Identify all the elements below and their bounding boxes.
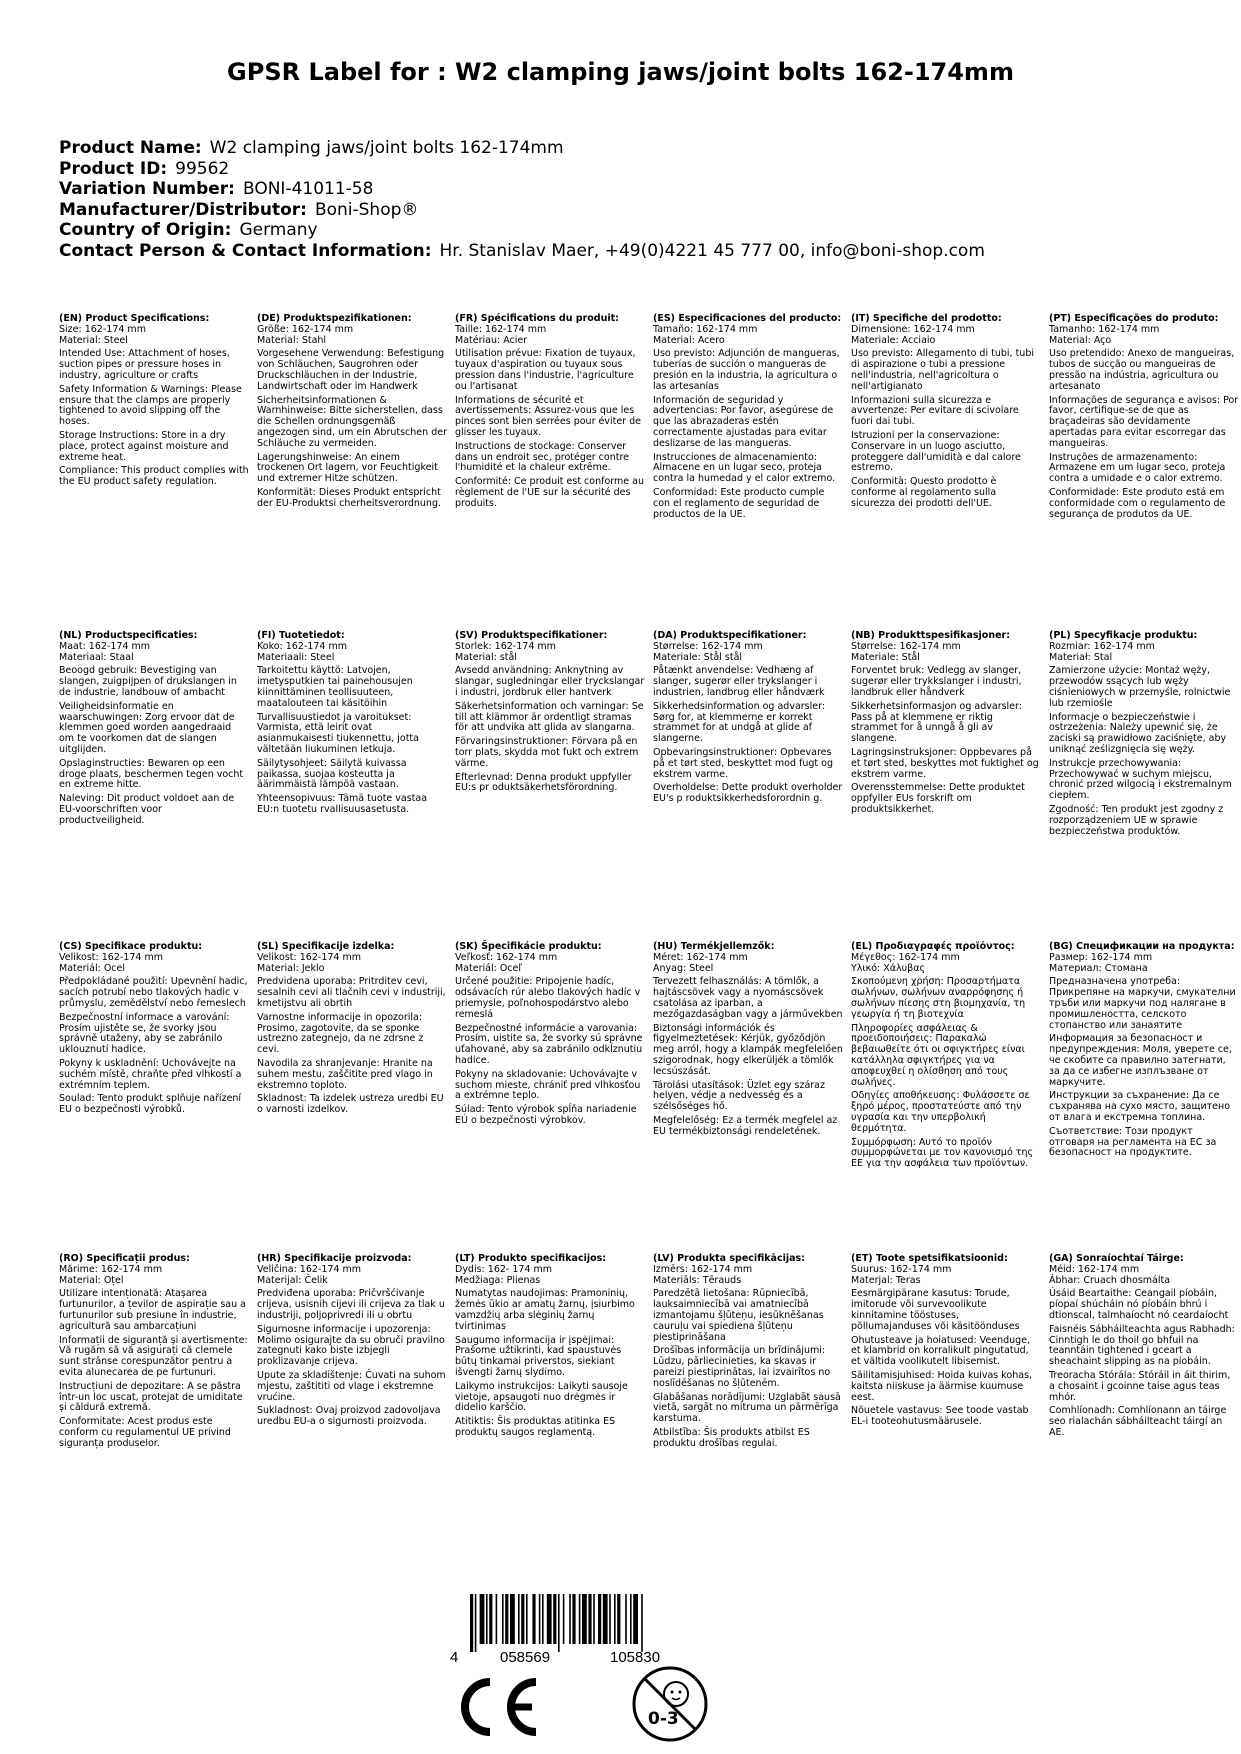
spec-paragraph: Efterlevnad: Denna produkt uppfyller EU:s pr oduktsäkerhetsförordning. <box>455 771 632 794</box>
spec-paragraph: Utilizare intenționată: Atașarea furtunurilor, a țevilor de aspirație sau a furtunurilor sub presiune în industrie, agricultură sau ambarcațiuni <box>59 1288 246 1332</box>
spec-paragraph: Utilisation prévue: Fixation de tuyaux, tuyaux d'aspiration ou tuyaux sous pression dans l'industrie, l'agriculture ou l'artisanat <box>455 348 636 392</box>
spec-size: Mărime: 162-174 mm <box>59 1263 163 1275</box>
spec-paragraph: Materiale: Stål <box>851 651 920 663</box>
spec-block-title: (FI) Tuotetiedot: <box>257 630 345 641</box>
spec-paragraph: Megfelelőség: Ez a termék megfelel az EU termékbiztonsági rendeletének. <box>653 1114 838 1137</box>
spec-block-title: (GA) Sonraíochtaí Táirge: <box>1049 1253 1184 1264</box>
spec-block <box>653 631 843 808</box>
spec-paragraph: Säkerhetsinformation och varningar: Se till att klämmor är ordentligt stramas för att undvika att glida av slangarna. <box>455 700 644 734</box>
spec-block-title: (NL) Productspecificaties: <box>59 630 198 641</box>
spec-block-title: (LT) Produkto specifikacijos: <box>455 1253 607 1264</box>
spec-paragraph: Σκοπούμενη χρήση: Προσαρτήματα σωλήνων, σωλήνων αναρρόφησης ή σωλήνων πίεσης στη βιομηχανία, τη γεωργία ή τη βιοτεχνία <box>851 976 1026 1020</box>
spec-paragraph: Säilytysohjeet: Säilytä kuivassa paikassa, suojaa kosteutta ja äärimmäistä lämpöä vastaan. <box>257 757 407 791</box>
info-contact: Contact Person & Contact Information: Hr. Stanislav Maer, +49(0)4221 45 777 00, info@boni-shop.com <box>59 240 985 261</box>
spec-paragraph: Eesmärgipärane kasutus: Torude, imitorude või survevoolikute kinnitamine tööstuses, põllumajanduses või käsitöönduses <box>851 1288 1020 1332</box>
spec-size: Izmērs: 162-174 mm <box>653 1263 753 1275</box>
spec-paragraph: Material: Aço <box>1049 334 1112 346</box>
spec-paragraph: Material: Jeklo <box>257 962 325 974</box>
spec-size: Méid: 162-174 mm <box>1049 1263 1140 1275</box>
spec-paragraph: Säilitamisjuhised: Hoida kuivas kohas, kaitsta niiskuse ja äärmise kuumuse eest. <box>851 1369 1033 1403</box>
spec-paragraph: Conformité: Ce produit est conforme au règlement de l'UE sur la sécurité des produits. <box>455 476 644 509</box>
spec-paragraph: Pokyny k uskladnění: Uchovávejte na suchém místě, chraňte před vlhkostí a extrémním teplem. <box>59 1057 242 1091</box>
spec-paragraph: Materjal: Teras <box>851 1274 921 1286</box>
spec-paragraph: Tárolási utasítások: Üzlet egy száraz helyen, védje a nedvesség és a szélsőséges hő. <box>653 1079 825 1113</box>
product-info <box>59 138 1199 261</box>
spec-paragraph: Информация за безопасност и предупреждения: Моля, уверете се, че скобите са правилно затегнати, за да се избегне изплъзване от маркучите. <box>1049 1033 1232 1088</box>
spec-paragraph: Lagerungshinweise: An einem trockenen Ort lagern, vor Feuchtigkeit und extremer Hitze schützen. <box>257 451 438 485</box>
spec-block-title: (DA) Produktspecifikationer: <box>653 630 807 641</box>
spec-paragraph: Conformidad: Este producto cumple con el reglamento de seguridad de productos de la UE. <box>653 486 825 520</box>
info-product-name: Product Name: W2 clamping jaws/joint bolts 162-174mm <box>59 138 564 158</box>
spec-paragraph: Nõuetele vastavus: See toode vastab EL-i tooteohutusmäärusele. <box>851 1405 1029 1428</box>
spec-paragraph: Предназначена употреба: Прикрепяне на маркучи, смукателни тръби или маркучи под налягане в промишлеността, селското стопанство или занаятите <box>1049 976 1236 1031</box>
spec-paragraph: Zamierzone użycie: Montaż węży, przewodów ssących lub węży ciśnieniowych w przemyśle, rolnictwie lub rzemiośle <box>1049 665 1231 709</box>
spec-paragraph: Materijal: Čelik <box>257 1274 328 1286</box>
spec-size: Suurus: 162-174 mm <box>851 1263 952 1275</box>
spec-paragraph: Pokyny na skladovanie: Uchovávajte v suchom mieste, chrániť pred vlhkosťou a extrémne teplo. <box>455 1068 641 1102</box>
spec-paragraph: Ohutusteave ja hoiatused: Veenduge, et klambrid on korralikult pingutatud, et vältida voolikutelt libisemist. <box>851 1334 1031 1368</box>
spec-paragraph: Informații de siguranță și avertismente: Vă rugăm să vă asigurați că clemele sunt strânse corespunzător pentru a evita alunecarea de pe furtunuri. <box>59 1334 248 1378</box>
spec-size: Méret: 162-174 mm <box>653 951 748 963</box>
spec-block <box>455 1254 645 1442</box>
spec-paragraph: Conformidade: Este produto está em conformidade com o regulamento de segurança de produtos da UE. <box>1049 486 1226 520</box>
spec-block-title: (DE) Produktspezifikationen: <box>257 313 412 324</box>
spec-paragraph: Tervezett felhasználás: A tömlők, a hajtáscsövek vagy a nyomáscsövek csatolása az iparban, a mezőgazdaságban vagy a járművekben <box>653 976 843 1020</box>
spec-paragraph: Konformität: Dieses Produkt entspricht der EU-Produktsi cherheitsverordnung. <box>257 486 442 509</box>
spec-paragraph: Treoracha Stórála: Stóráil in áit thirim, a chosaint i gcoinne taise agus teas mhór. <box>1049 1369 1231 1403</box>
barcode-group-1: 058569 <box>500 1649 551 1665</box>
spec-paragraph: Materiál: Oceľ <box>455 962 522 974</box>
spec-size: Tamaño: 162-174 mm <box>653 323 758 335</box>
info-variation-number: Variation Number: BONI-41011-58 <box>59 179 374 199</box>
ce-mark-icon <box>452 1676 540 1738</box>
spec-paragraph: Material: Oțel <box>59 1274 124 1286</box>
spec-size: Maat: 162-174 mm <box>59 640 151 652</box>
barcode-group-2: 105830 <box>610 1649 661 1665</box>
spec-paragraph: Upute za skladištenje: Čuvati na suhom mjestu, zaštititi od vlage i ekstremne vrućine. <box>257 1369 446 1403</box>
spec-block <box>653 942 843 1141</box>
spec-paragraph: Soulad: Tento produkt splňuje nařízení EU o bezpečnosti výrobků. <box>59 1093 242 1116</box>
spec-block-title: (CS) Specifikace produktu: <box>59 941 203 952</box>
spec-block-title: (EN) Product Specifications: <box>59 313 210 324</box>
spec-size: Dimensione: 162-174 mm <box>851 323 975 335</box>
spec-size: Velikost: 162-174 mm <box>257 951 361 963</box>
spec-size: Koko: 162-174 mm <box>257 640 347 652</box>
info-manufacturer: Manufacturer/Distributor: Boni-Shop® <box>59 199 419 220</box>
spec-paragraph: Skladnost: Ta izdelek ustreza uredbi EU o varnosti izdelkov. <box>257 1093 444 1116</box>
spec-paragraph: Storage Instructions: Store in a dry place, protect against moisture and extreme heat. <box>59 429 229 463</box>
spec-block <box>455 942 645 1130</box>
spec-block <box>455 631 645 797</box>
spec-paragraph: Instructions de stockage: Conserver dans un endroit sec, protéger contre l'humidité et la chaleur extrême. <box>455 440 629 474</box>
spec-paragraph: Opbevaringsinstruktioner: Opbevares på et tørt sted, beskyttet mod fugt og ekstrem varme. <box>653 746 833 780</box>
spec-paragraph: Conformitate: Acest produs este conform cu regulamentul UE privind siguranța produselor. <box>59 1416 231 1449</box>
spec-block-title: (LV) Produkta specifikācijas: <box>653 1253 805 1264</box>
spec-paragraph: Uso previsto: Adjunción de mangueras, tuberías de succión o mangueras de presión en la industria, la agricultura o las artesanías <box>653 348 840 392</box>
spec-paragraph: Instrucțiuni de depozitare: A se păstra într-un loc uscat, protejat de umiditate și căldură extremă. <box>59 1380 243 1414</box>
spec-block <box>851 314 1041 513</box>
spec-paragraph: Zgodność: Ten produkt jest zgodny z rozporządzeniem UE w sprawie bezpieczeństwa produktów. <box>1049 803 1224 837</box>
spec-paragraph: Matériau: Acier <box>455 334 528 346</box>
spec-paragraph: Safety Information & Warnings: Please ensure that the clamps are properly tightened to avoid slipping off the hoses. <box>59 383 242 428</box>
spec-size: Größe: 162-174 mm <box>257 323 354 335</box>
spec-paragraph: Lagringsinstruksjoner: Oppbevares på et tørt sted, beskyttes mot fuktighet og ekstrem varme. <box>851 746 1039 780</box>
not-for-children-0-3-icon <box>630 1664 710 1744</box>
spec-block-title: (FR) Spécifications du produit: <box>455 313 619 324</box>
spec-block <box>851 942 1041 1173</box>
spec-paragraph: Uso previsto: Allegamento di tubi, tubi di aspirazione o tubi a pressione nell'industria, nell'agricoltura o nell'artigianato <box>851 348 1034 392</box>
spec-block-title: (EL) Προδιαγραφές προϊόντος: <box>851 941 1015 952</box>
spec-size: Velikost: 162-174 mm <box>59 951 163 963</box>
spec-paragraph: Medžiaga: Plienas <box>455 1274 541 1286</box>
spec-paragraph: Atbilstība: Šis produkts atbilst ES produktu drošības regulai. <box>653 1426 810 1449</box>
spec-paragraph: Beoogd gebruik: Bevestiging van slangen, zuigpijpen of drukslangen in de industrie, landbouw of ambacht <box>59 665 237 698</box>
spec-block-title: (PL) Specyfikacje produktu: <box>1049 630 1198 641</box>
spec-block <box>59 942 249 1119</box>
spec-size: Μέγεθος: 162-174 mm <box>851 951 960 963</box>
spec-block <box>455 314 645 513</box>
spec-block-title: (NB) Produkttspesifikasjoner: <box>851 630 1011 641</box>
spec-paragraph: Οδηγίες αποθήκευσης: Φυλάσσετε σε ξηρό μέρος, προστατεύστε από την υγρασία και την υπερβολική θερμότητα. <box>851 1090 1030 1134</box>
spec-size: Rozmiar: 162-174 mm <box>1049 640 1155 652</box>
spec-paragraph: Faisnéis Sábháilteachta agus Rabhadh: Cinntigh le do thoil go bhfuil na teanntáin tightened i gceart a sheachaint slipping as na píobáin. <box>1049 1323 1235 1368</box>
spec-block-title: (ES) Especificaciones del producto: <box>653 313 842 324</box>
spec-paragraph: Paredzētā lietošana: Rūpniecībā, lauksaimniecībā vai amatniecībā izmantojamu šļūteņu, iesūknēšanas cauruļu vai spiediena šļūteņu piestiprināšana <box>653 1288 824 1343</box>
spec-paragraph: Material: stål <box>455 651 517 663</box>
spec-paragraph: Materiał: Stal <box>1049 651 1113 663</box>
spec-paragraph: Intended Use: Attachment of hoses, suction pipes or pressure hoses in industry, agriculture or crafts <box>59 348 230 381</box>
spec-paragraph: Sicherheitsinformationen & Warnhinweise: Bitte sicherstellen, dass die Schellen ordnungsgemäß angezogen sind, um ein Abrutschen der Schläuche zu vermeiden. <box>257 394 447 449</box>
spec-paragraph: Material: Steel <box>59 334 128 346</box>
spec-paragraph: Sukladnost: Ovaj proizvod zadovoljava uredbu EU-a o sigurnosti proizvoda. <box>257 1405 441 1428</box>
spec-block-title: (SK) Špecifikácie produktu: <box>455 941 602 952</box>
spec-block <box>653 314 843 523</box>
spec-size: Dydis: 162- 174 mm <box>455 1263 553 1275</box>
spec-size: Size: 162-174 mm <box>59 323 146 335</box>
spec-paragraph: Materiaal: Staal <box>59 651 134 663</box>
spec-size: Storlek: 162-174 mm <box>455 640 556 652</box>
spec-paragraph: Συμμόρφωση: Αυτό το προϊόν συμμορφώνεται με τον κανονισμό της ΕΕ για την ασφάλεια των προϊόντων. <box>851 1136 1034 1170</box>
spec-paragraph: Varnostne informacije in opozorila: Prosimo, zagotovite, da se sponke ustrezno zategnejo, da ne zdrsne z cevi. <box>257 1011 424 1056</box>
spec-paragraph: Инструкции за съхранение: Да се съхранява на сухо място, защитено от влага и екстремна топлина. <box>1049 1090 1231 1123</box>
spec-size: Størrelse: 162-174 mm <box>653 640 763 652</box>
spec-paragraph: Bezpečnostní informace a varování: Prosím ujistěte se, že svorky jsou správně utaženy, aby se zabránilo uklouznutí hadice. <box>59 1011 230 1056</box>
spec-paragraph: Materiāls: Tērauds <box>653 1274 742 1286</box>
spec-paragraph: Informazioni sulla sicurezza e avvertenze: Per evitare di scivolare fuori dai tubi. <box>851 394 1019 428</box>
spec-paragraph: Súlad: Tento výrobok spĺňa nariadenie EÚ o bezpečnosti výrobkov. <box>455 1104 637 1126</box>
spec-block <box>257 631 447 819</box>
spec-paragraph: Sigurnosne informacije i upozorenja: Molimo osigurajte da su obruči pravilno zategnuti kako biste izbjegli proklizavanje crijeva. <box>257 1323 445 1368</box>
spec-paragraph: Material: Acero <box>653 334 725 346</box>
spec-paragraph: Instrukcje przechowywania: Przechowywać w suchym miejscu, chronić przed wilgocią i ekstremalnym ciepłem. <box>1049 757 1232 802</box>
spec-block <box>59 314 249 491</box>
spec-paragraph: Sikkerhedsinformation og advarsler: Sørg for, at klemmerne er korrekt strammet for at undgå at glide af slangerne. <box>653 700 826 745</box>
spec-paragraph: Overensstemmelse: Dette produktet oppfyller EUs forskrift om produktsikkerhet. <box>851 782 1025 815</box>
barcode-icon <box>440 1590 740 1665</box>
spec-paragraph: Compliance: This product complies with the EU product safety regulation. <box>59 465 249 488</box>
spec-block-title: (HR) Specifikacije proizvoda: <box>257 1253 412 1264</box>
spec-block <box>1049 314 1239 523</box>
barcode-lead-digit: 4 <box>450 1649 459 1665</box>
spec-block-title: (IT) Specifiche del prodotto: <box>851 313 1002 324</box>
info-product-id: Product ID: 99562 <box>59 158 230 179</box>
spec-paragraph: Informações de segurança e avisos: Por favor, certifique-se de que as braçadeiras são devidamente apertadas para evitar escorregar das mangueiras. <box>1049 394 1239 449</box>
spec-paragraph: Instruções de armazenamento: Armazene em um lugar seco, proteja contra a umidade e o calor extremo. <box>1049 451 1226 485</box>
spec-paragraph: Comhlíonadh: Comhlíonann an táirge seo rialachán sábháilteacht táirgí an AE. <box>1049 1405 1227 1438</box>
spec-paragraph: Forventet bruk: Vedlegg av slanger, sugerør eller trykkslanger i industri, landbruk eller håndverk <box>851 665 1022 698</box>
spec-paragraph: Informations de sécurité et avertissements: Assurez-vous que les pinces sont bien serrées pour éviter de glisser les tuyaux. <box>455 394 641 438</box>
spec-paragraph: Vorgesehene Verwendung: Befestigung von Schläuchen, Saugrohren oder Druckschläuchen in der Industrie, Landwirtschaft oder im Handwerk <box>257 348 445 392</box>
spec-block-title: (SL) Specifikacije izdelka: <box>257 941 395 952</box>
spec-paragraph: Veiligheidsinformatie en waarschuwingen: Zorg ervoor dat de klemmen goed worden aangedraaid om te voorkomen dat de slangen uitglijden. <box>59 700 235 755</box>
spec-paragraph: Ábhar: Cruach dhosmálta <box>1049 1274 1171 1286</box>
spec-paragraph: Předpokládané použití: Upevnění hadic, sacích potrubí nebo tlakových hadic v průmyslu, zemědělství nebo řemeslech <box>59 976 248 1009</box>
spec-paragraph: Istruzioni per la conservazione: Conservare in un luogo asciutto, proteggere dall'umidità e dal calore estremo. <box>851 429 1021 474</box>
spec-paragraph: Overholdelse: Dette produkt overholder EU's p roduktsikkerhedsforordnin g. <box>653 782 843 805</box>
spec-paragraph: Material: Stahl <box>257 334 327 346</box>
spec-paragraph: Numatytas naudojimas: Pramoninių, žemės ūkio ar amatų žarnų, įsiurbimo vamzdžių arba slėginių žarnų tvirtinimas <box>455 1288 635 1332</box>
spec-block <box>1049 942 1239 1162</box>
spec-paragraph: Uso pretendido: Anexo de mangueiras, tubos de sucção ou mangueiras de pressão na indústria, agricultura ou artesanato <box>1049 348 1235 392</box>
spec-block <box>257 942 447 1119</box>
spec-paragraph: Informacje o bezpieczeństwie i ostrzeżenia: Należy upewnić się, że zaciski są prawidłowo zaciśnięte, aby uniknąć ześlizgnięcia się węży. <box>1049 711 1227 755</box>
spec-block-title: (PT) Especificações do produto: <box>1049 313 1219 324</box>
spec-paragraph: Anyag: Steel <box>653 962 714 974</box>
spec-paragraph: Opslaginstructies: Bewaren op een droge plaats, beschermen tegen vocht en extreme hitte. <box>59 757 244 791</box>
spec-size: Taille: 162-174 mm <box>455 323 547 335</box>
spec-paragraph: Förvaringsinstruktioner: Förvara på en torr plats, skydda mot fukt och extrem värme. <box>455 736 639 769</box>
spec-paragraph: Úsáid Beartaithe: Ceangail píobáin, píopaí shúcháin nó píobáin bhrú i dtionscal, talmhaíocht nó ceardaíocht <box>1049 1288 1229 1321</box>
spec-size: Tamanho: 162-174 mm <box>1049 323 1160 335</box>
spec-paragraph: Съответствие: Този продукт отговаря на регламента на ЕС за безопасност на продуктите. <box>1049 1125 1217 1159</box>
spec-block-title: (RO) Specificații produs: <box>59 1253 190 1264</box>
spec-block <box>59 1254 249 1453</box>
spec-paragraph: Materiale: Stål stål <box>653 651 743 663</box>
spec-paragraph: Avsedd användning: Anknytning av slangar, sugledningar eller tryckslangar i industri, jordbruk eller hantverk <box>455 665 645 698</box>
spec-block <box>851 1254 1041 1431</box>
spec-paragraph: Predvidena uporaba: Pritrditev cevi, sesalnih cevi ali tlačnih cevi v industriji, kmetijstvu ali obrtih <box>257 976 446 1009</box>
spec-paragraph: Navodila za shranjevanje: Hranite na suhem mestu, zaščitite pred vlago in ekstremno toploto. <box>257 1057 433 1091</box>
spec-block-title: (BG) Спецификации на продукта: <box>1049 941 1235 952</box>
spec-block <box>59 631 249 830</box>
spec-paragraph: Materiál: Ocel <box>59 962 125 974</box>
spec-block <box>653 1254 843 1453</box>
info-country-of-origin: Country of Origin: Germany <box>59 220 318 240</box>
spec-paragraph: Materiaali: Steel <box>257 651 335 663</box>
spec-paragraph: Påtænkt anvendelse: Vedhæng af slanger, sugerør eller trykslanger i industrien, landbrug eller håndværk <box>653 665 825 698</box>
spec-paragraph: Πληροφορίες ασφάλειας & προειδοποιήσεις: Παρακαλώ βεβαιωθείτε ότι οι σφιγκτήρες είναι κατάλληλα σφιγκτήρες για να αποφευχθεί η ολίσθηση από τους σωλήνες. <box>851 1022 1025 1088</box>
spec-paragraph: Naleving: Dit product voldoet aan de EU-voorschriften voor productveiligheid. <box>59 793 235 826</box>
spec-paragraph: Určené použitie: Pripojenie hadíc, odsávacích rúr alebo tlakových hadíc v priemysle, poľnohospodárstvo alebo remeslá <box>455 976 641 1020</box>
spec-paragraph: Yhteensopivuus: Tämä tuote vastaa EU:n tuotetu rvallisuusasetusta. <box>257 793 428 815</box>
page-title: GPSR Label for : W2 clamping jaws/joint bolts 162-174mm <box>227 58 1014 86</box>
age-label: 0-3 <box>648 1709 679 1729</box>
spec-block <box>1049 1254 1239 1442</box>
spec-paragraph: Atitiktis: Šis produktas atitinka ES produktų saugos reglamentą. <box>455 1416 616 1438</box>
spec-block-title: (SV) Produktspecifikationer: <box>455 630 608 641</box>
spec-block <box>257 1254 447 1431</box>
spec-paragraph: Instrucciones de almacenamiento: Almacene en un lugar seco, proteja contra la humedad y el calor extremo. <box>653 451 836 485</box>
spec-block <box>851 631 1041 819</box>
spec-paragraph: Υλικό: Χάλυβας <box>851 962 926 974</box>
spec-paragraph: Predviđena uporaba: Pričvršćivanje crijeva, usisnih cijevi ili crijeva za tlak u industriji, poljoprivredi ili u obrtu <box>257 1288 445 1321</box>
spec-paragraph: Turvallisuustiedot ja varoitukset: Varmista, että leirit ovat asianmukaisesti tiukennettu, jotta vältetään liukuminen letkuja. <box>257 711 419 755</box>
spec-block-title: (HU) Termékjellemzők: <box>653 941 775 952</box>
spec-paragraph: Tarkoitettu käyttö: Latvojen, imetysputkien tai painehousujen kiinnittäminen teollisuuteen, maatalouteen tai käsitöihin <box>257 665 413 709</box>
spec-paragraph: Sikkerhetsinformasjon og advarsler: Pass på at klemmene er riktig strammet for å unngå å gli av slangene. <box>851 700 1022 745</box>
spec-paragraph: Biztonsági információk és figyelmeztetések: Kérjük, győződjön meg arról, hogy a klampák megfelelően szigorodnak, hogy elkerüljék a tömlők lecsúszását. <box>653 1022 843 1077</box>
spec-paragraph: Bezpečnostné informácie a varovania: Prosím, uistite sa, že svorky sú správne uťahované, aby sa zabránilo odkĺznutiu hadice. <box>455 1022 643 1066</box>
spec-block <box>1049 631 1239 840</box>
spec-paragraph: Saugumo informacija ir įspėjimai: Prašome užtikrinti, kad spaustuvės būtų tinkamai priverstos, siekiant išvengti žarnų slydimo. <box>455 1334 622 1378</box>
spec-paragraph: Información de seguridad y advertencias: Por favor, asegúrese de que las abrazaderas estén correctamente ajustadas para evitar deslizarse de las mangueras. <box>653 394 834 449</box>
spec-size: Veľkosť: 162-174 mm <box>455 951 558 963</box>
spec-paragraph: Glabāšanas norādījumi: Uzglabāt sausā vietā, sargāt no mitruma un pārmērīga karstuma. <box>653 1391 841 1425</box>
spec-paragraph: Материал: Стомана <box>1049 962 1148 974</box>
barcode <box>440 1590 740 1665</box>
spec-size: Размер: 162-174 mm <box>1049 951 1153 963</box>
spec-paragraph: Drošības informācija un brīdinājumi: Lūdzu, pārliecinieties, ka skavas ir pareizi piestiprinātas, lai izvairītos no noslīdēšanas no šļūtenēm. <box>653 1345 831 1389</box>
spec-block-title: (ET) Toote spetsifikatsioonid: <box>851 1253 1008 1264</box>
spec-size: Størrelse: 162-174 mm <box>851 640 961 652</box>
spec-size: Veličina: 162-174 mm <box>257 1263 362 1275</box>
spec-paragraph: Materiale: Acciaio <box>851 334 936 346</box>
spec-paragraph: Conformità: Questo prodotto è conforme al regolamento sulla sicurezza dei prodotti dell'UE. <box>851 476 997 509</box>
spec-paragraph: Laikymo instrukcijos: Laikyti sausoje vietoje, apsaugoti nuo drėgmės ir didelio karščio. <box>455 1380 628 1414</box>
spec-block <box>257 314 447 513</box>
